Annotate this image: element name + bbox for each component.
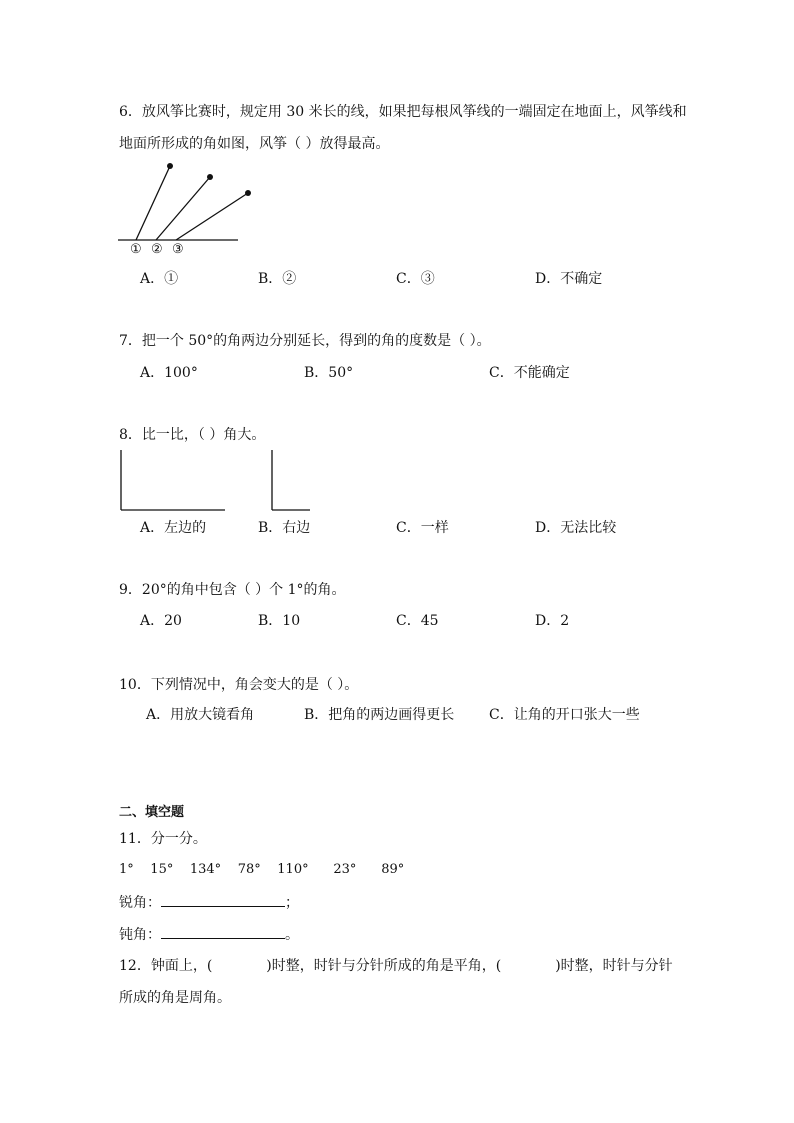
q12-part2: )时整，时针与分针所成的角是平角，(: [266, 958, 502, 974]
obtuse-label: 钝角：: [119, 927, 161, 943]
q12-part3: )时整，时针与分针: [555, 958, 673, 974]
section-2-title: 二、填空题: [119, 805, 185, 820]
q8-angle-figure-left: [119, 450, 229, 514]
q6-option-a[interactable]: A．①: [140, 271, 179, 287]
q10-option-a[interactable]: A．用放大镜看角: [146, 707, 255, 723]
q9-option-c[interactable]: C．45: [396, 613, 439, 629]
q8-option-d[interactable]: D．无法比较: [535, 520, 617, 536]
q7-option-a[interactable]: A．100°: [140, 365, 198, 381]
q10-option-c[interactable]: C．让角的开口张大一些: [489, 707, 640, 723]
acute-label: 锐角：: [119, 895, 161, 911]
q9-stem: 9．20°的角中包含（ ）个 1°的角。: [119, 582, 346, 598]
q6-option-c[interactable]: C．③: [396, 271, 435, 287]
obtuse-end: 。: [285, 927, 299, 943]
q10-option-b[interactable]: B．把角的两边画得更长: [304, 707, 455, 723]
acute-answer-blank[interactable]: [161, 892, 285, 907]
acute-end: ；: [285, 895, 299, 911]
q6-option-b[interactable]: B．②: [258, 271, 297, 287]
q6-figure-label-1: ①: [130, 242, 142, 257]
kite-string-2: [156, 177, 210, 240]
q6-stem-line2: 地面所形成的角如图，风筝（ ）放得最高。: [119, 136, 390, 152]
kite-2-dot: [207, 174, 213, 180]
q8-option-b[interactable]: B．右边: [258, 520, 311, 536]
q8-option-c[interactable]: C．一样: [396, 520, 449, 536]
q6-figure-label-2: ②: [151, 242, 163, 257]
obtuse-answer-blank[interactable]: [161, 924, 285, 939]
kite-3-dot: [245, 190, 251, 196]
q8-option-a[interactable]: A．左边的: [140, 520, 207, 536]
q7-stem: 7．把一个 50°的角两边分别延长，得到的角的度数是（ ）。: [119, 333, 491, 349]
q8-angle-figure-right: [270, 450, 314, 514]
q11-obtuse-row: [119, 924, 299, 945]
q12-line1: [119, 956, 673, 976]
q7-option-b[interactable]: B．50°: [304, 365, 354, 381]
q12-line2: 所成的角是周角。: [119, 990, 231, 1006]
q11-acute-row: [119, 892, 299, 913]
kite-string-3: [176, 193, 248, 240]
q9-option-a[interactable]: A．20: [140, 613, 182, 629]
q6-stem-line1: 6．放风筝比赛时，规定用 30 米长的线，如果把每根风筝线的一端固定在地面上，风筝线和: [119, 104, 687, 120]
q7-option-c[interactable]: C．不能确定: [489, 365, 570, 381]
q6-figure-label-3: ③: [172, 242, 184, 257]
q11-stem: 11．分一分。: [119, 831, 207, 847]
kite-1-dot: [167, 163, 173, 169]
q9-option-b[interactable]: B．10: [258, 613, 301, 629]
q11-angle-list: 1° 15° 134° 78° 110° 23° 89°: [119, 862, 405, 877]
q6-option-d[interactable]: D．不确定: [535, 271, 603, 287]
q8-stem: 8．比一比，（ ）角大。: [119, 427, 266, 443]
q10-stem: 10．下列情况中，角会变大的是（ ）。: [119, 677, 359, 693]
q9-option-d[interactable]: D．2: [535, 613, 570, 629]
q12-part1: 12．钟面上，(: [119, 958, 213, 974]
